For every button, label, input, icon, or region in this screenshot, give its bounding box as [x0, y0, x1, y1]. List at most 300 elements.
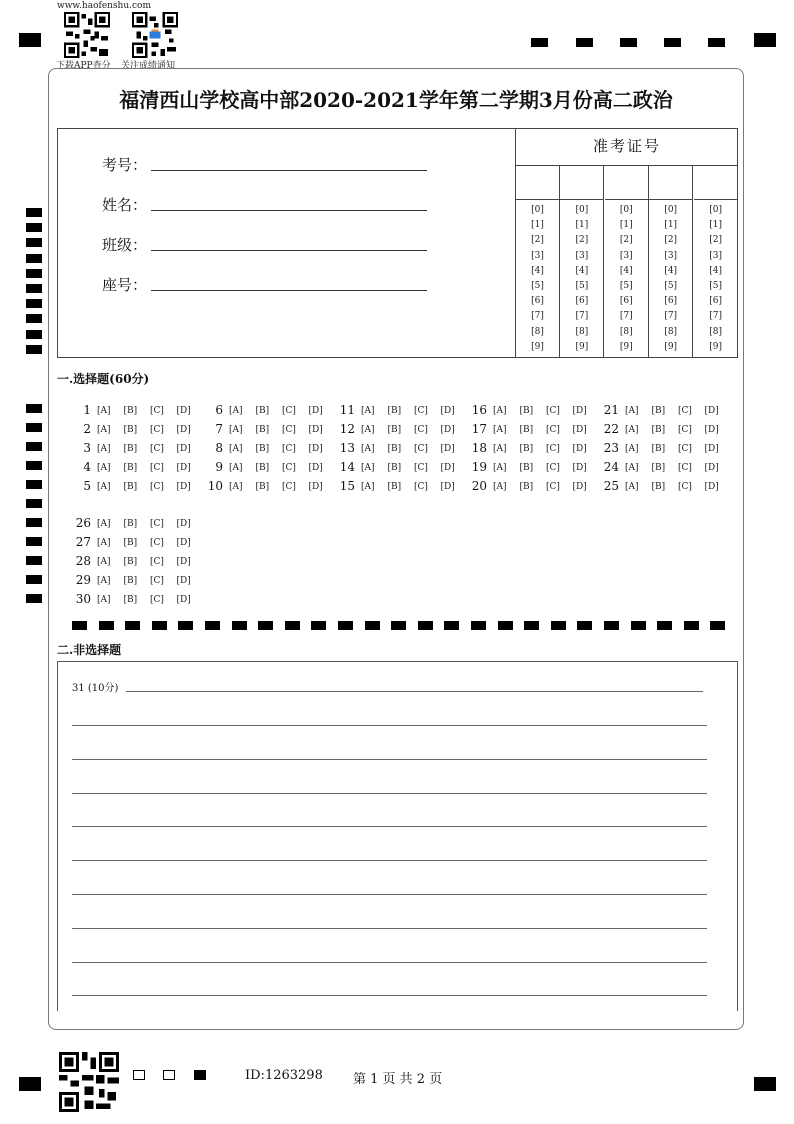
answer-bubble[interactable]: [A] [493, 425, 507, 435]
answer-bubble[interactable]: [D] [176, 595, 191, 605]
question-number: 3 [83, 441, 91, 455]
admission-digit-bubble[interactable]: [6] [709, 296, 722, 307]
timing-mark-left [26, 269, 42, 278]
answer-line[interactable] [72, 793, 707, 794]
answer-bubble[interactable]: [A] [229, 406, 243, 416]
choice-question [75, 516, 203, 530]
answer-bubble[interactable]: [D] [308, 463, 323, 473]
question-number: 11 [339, 403, 355, 417]
admission-digit-write-cell[interactable] [516, 165, 559, 200]
answer-bubble[interactable]: [C] [150, 538, 164, 548]
admission-number-title: 准考证号 [516, 128, 738, 166]
answer-bubble[interactable]: [A] [97, 576, 111, 586]
answer-bubble[interactable]: [B] [123, 425, 138, 435]
timing-mark-left [26, 556, 42, 565]
question-number: 8 [215, 441, 223, 455]
answer-bubble[interactable]: [B] [123, 576, 138, 586]
admission-digit-bubble[interactable]: [8] [575, 326, 589, 337]
answer-bubble[interactable]: [C] [678, 444, 692, 454]
answer-bubble[interactable]: [D] [572, 425, 587, 435]
write-line [151, 210, 427, 211]
section-free-response-title: 二.非选择题 [57, 643, 122, 657]
separator-mark [684, 621, 699, 630]
answer-bubble[interactable]: [B] [387, 444, 402, 454]
answer-bubble[interactable]: [C] [678, 463, 692, 473]
admission-digit-column [694, 165, 738, 358]
answer-line[interactable] [72, 725, 707, 726]
admission-digit-write-cell[interactable] [649, 165, 692, 200]
choice-question [215, 403, 335, 417]
admission-digit-bubble[interactable]: [1] [619, 220, 633, 231]
timing-mark-left [26, 442, 42, 451]
answer-bubble[interactable]: [D] [704, 406, 719, 416]
timing-mark-left [26, 345, 42, 354]
choice-question [339, 479, 467, 493]
answer-bubble[interactable]: [B] [123, 406, 138, 416]
answer-bubble[interactable]: [D] [704, 425, 719, 435]
answer-bubble[interactable]: [C] [546, 406, 560, 416]
answer-bubble[interactable]: [C] [150, 425, 164, 435]
timing-mark-left [26, 480, 42, 489]
admission-digit-bubble[interactable]: [7] [575, 311, 589, 322]
timing-mark-top [531, 38, 548, 47]
separator-mark [125, 621, 140, 630]
app-qr-code[interactable] [64, 12, 110, 58]
answer-bubble[interactable]: [B] [519, 463, 534, 473]
free-response-box [57, 661, 738, 1011]
answer-bubble[interactable]: [C] [414, 444, 428, 454]
corner-mark-top-left [19, 33, 41, 47]
checkbox-marker [163, 1070, 175, 1080]
admission-digit-bubble[interactable]: [5] [709, 281, 722, 291]
answer-bubble[interactable]: [A] [97, 444, 111, 454]
answer-bubble[interactable]: [C] [678, 482, 692, 492]
admission-digit-bubble[interactable]: [5] [619, 281, 633, 291]
answer-bubble[interactable]: [C] [150, 595, 164, 605]
answer-bubble[interactable]: [B] [651, 463, 666, 473]
admission-digit-bubble[interactable]: [5] [664, 281, 678, 291]
separator-mark [418, 621, 433, 630]
answer-bubble[interactable]: [D] [176, 406, 191, 416]
answer-bubble[interactable]: [B] [123, 557, 138, 567]
answer-bubble[interactable]: [D] [440, 425, 455, 435]
answer-bubble[interactable]: [B] [651, 425, 666, 435]
question-number: 26 [75, 516, 91, 530]
exam-number-field[interactable] [102, 154, 147, 175]
question-number: 23 [603, 441, 619, 455]
answer-bubble[interactable]: [A] [493, 463, 507, 473]
choice-question [339, 441, 467, 455]
answer-bubble[interactable]: [D] [308, 425, 323, 435]
answer-bubble[interactable]: [A] [97, 519, 111, 529]
admission-digit-bubble[interactable]: [5] [575, 281, 589, 291]
answer-bubble[interactable]: [B] [123, 538, 138, 548]
answer-bubble[interactable]: [B] [123, 519, 138, 529]
answer-bubble[interactable]: [C] [150, 557, 164, 567]
answer-bubble[interactable]: [A] [625, 482, 639, 492]
separator-mark [338, 621, 353, 630]
answer-bubble[interactable]: [D] [572, 482, 587, 492]
admission-digit-bubble[interactable]: [8] [619, 326, 633, 337]
admission-digit-write-cell[interactable] [694, 165, 738, 200]
separator-mark [152, 621, 167, 630]
answer-bubble[interactable]: [A] [229, 482, 243, 492]
timing-mark-left [26, 575, 42, 584]
answer-bubble[interactable]: [A] [625, 444, 639, 454]
admission-digit-bubble[interactable]: [9] [619, 341, 633, 352]
answer-bubble[interactable]: [B] [651, 482, 666, 492]
admission-digit-bubble[interactable]: [5] [531, 281, 544, 291]
answer-line[interactable] [72, 894, 707, 895]
admission-digit-bubble[interactable]: [9] [531, 341, 544, 352]
answer-bubble[interactable]: [B] [255, 444, 270, 454]
separator-mark [710, 621, 725, 630]
answer-bubble[interactable]: [C] [414, 463, 428, 473]
answer-bubble[interactable]: [C] [282, 425, 296, 435]
answer-line[interactable] [72, 860, 707, 861]
timing-mark-left [26, 299, 42, 308]
admission-digit-bubble[interactable]: [9] [575, 341, 589, 352]
question-number: 4 [83, 460, 91, 474]
question-number: 22 [603, 422, 619, 436]
separator-mark [178, 621, 193, 630]
answer-bubble[interactable]: [C] [282, 482, 296, 492]
answer-bubble[interactable]: [A] [361, 444, 375, 454]
choice-question [471, 479, 599, 493]
choice-question [603, 441, 731, 455]
admission-digit-bubble[interactable]: [3] [709, 250, 722, 261]
admission-digit-bubble[interactable]: [6] [664, 296, 678, 307]
question-number: 16 [471, 403, 487, 417]
answer-bubble[interactable]: [D] [176, 519, 191, 529]
answer-line[interactable] [72, 826, 707, 827]
separator-mark [471, 621, 486, 630]
timing-mark-left [26, 461, 42, 470]
answer-bubble[interactable]: [B] [123, 444, 138, 454]
answer-bubble[interactable]: [B] [123, 482, 138, 492]
answer-bubble[interactable]: [C] [150, 576, 164, 586]
field-label: 考号： [102, 156, 148, 174]
answer-bubble[interactable]: [D] [176, 576, 191, 586]
admission-digit-bubble[interactable]: [7] [709, 311, 722, 322]
admission-digit-bubble[interactable]: [4] [575, 265, 589, 276]
timing-mark-left [26, 254, 42, 263]
answer-line[interactable] [72, 995, 707, 996]
choice-question [471, 460, 599, 474]
question-number: 13 [339, 441, 355, 455]
answer-bubble[interactable]: [C] [546, 425, 560, 435]
answer-bubble[interactable]: [D] [308, 406, 323, 416]
answer-bubble[interactable]: [D] [308, 444, 323, 454]
answer-bubble[interactable]: [C] [414, 406, 428, 416]
separator-mark [444, 621, 459, 630]
admission-digit-bubble[interactable]: [2] [619, 235, 633, 246]
timing-mark-left [26, 499, 42, 508]
choice-question [207, 479, 335, 493]
answer-bubble[interactable]: [A] [493, 444, 507, 454]
answer-bubble[interactable]: [C] [546, 482, 560, 492]
answer-bubble[interactable]: [A] [361, 463, 375, 473]
answer-bubble[interactable]: [B] [519, 444, 534, 454]
site-url: www.haofenshu.com [57, 1, 152, 11]
admission-digit-bubble[interactable]: [6] [575, 296, 589, 307]
separator-mark [577, 621, 592, 630]
answer-bubble[interactable]: [D] [572, 463, 587, 473]
choice-question [75, 592, 203, 606]
question-number: 30 [75, 592, 91, 606]
answer-bubble[interactable]: [A] [97, 595, 111, 605]
question-number: 18 [471, 441, 487, 455]
answer-bubble[interactable]: [B] [255, 425, 270, 435]
answer-bubble[interactable]: [A] [229, 463, 243, 473]
separator-mark [524, 621, 539, 630]
admission-digit-bubble[interactable]: [0] [575, 205, 589, 215]
answer-bubble[interactable]: [A] [493, 406, 507, 416]
question-number: 21 [603, 403, 619, 417]
answer-bubble[interactable]: [D] [176, 557, 191, 567]
name-field[interactable] [102, 194, 147, 215]
answer-bubble[interactable]: [A] [97, 538, 111, 548]
answer-bubble[interactable]: [A] [97, 406, 111, 416]
question-number: 12 [339, 422, 355, 436]
class-field[interactable] [102, 234, 147, 255]
question-number: 10 [207, 479, 223, 493]
timing-mark-left [26, 284, 42, 293]
choice-question [75, 573, 203, 587]
admission-digit-bubble[interactable]: [3] [531, 250, 544, 261]
question-number: 2 [83, 422, 91, 436]
answer-bubble[interactable]: [C] [282, 406, 296, 416]
answer-bubble[interactable]: [D] [440, 482, 455, 492]
answer-bubble[interactable]: [D] [440, 463, 455, 473]
answer-line[interactable] [72, 928, 707, 929]
choice-question [215, 460, 335, 474]
answer-bubble[interactable]: [B] [123, 463, 138, 473]
answer-bubble[interactable]: [D] [704, 482, 719, 492]
answer-bubble[interactable]: [B] [519, 425, 534, 435]
admission-digit-column [649, 165, 693, 358]
question-number: 15 [339, 479, 355, 493]
answer-bubble[interactable]: [D] [176, 444, 191, 454]
answer-bubble[interactable]: [D] [440, 444, 455, 454]
answer-bubble[interactable]: [B] [255, 463, 270, 473]
answer-bubble[interactable]: [D] [308, 482, 323, 492]
qr-code-icon [64, 12, 110, 58]
answer-bubble[interactable]: [B] [255, 406, 270, 416]
question-number: 24 [603, 460, 619, 474]
question-number: 29 [75, 573, 91, 587]
admission-digit-bubble[interactable]: [2] [664, 235, 678, 246]
timing-mark-left [26, 314, 42, 323]
answer-line[interactable] [72, 962, 707, 963]
answer-bubble[interactable]: [A] [493, 482, 507, 492]
admission-digit-bubble[interactable]: [0] [664, 205, 678, 215]
question-number: 1 [83, 403, 91, 417]
answer-line[interactable] [72, 759, 707, 760]
admission-digit-bubble[interactable]: [9] [664, 341, 678, 352]
answer-bubble[interactable]: [B] [519, 482, 534, 492]
admission-digit-bubble[interactable]: [1] [531, 220, 544, 231]
separator-mark [657, 621, 672, 630]
answer-bubble[interactable]: [A] [361, 406, 375, 416]
admission-digit-column [516, 165, 560, 358]
answer-bubble[interactable]: [D] [176, 425, 191, 435]
admission-digit-bubble[interactable]: [6] [619, 296, 633, 307]
field-label: 班级： [102, 236, 148, 254]
choice-question [603, 479, 731, 493]
answer-bubble[interactable]: [B] [387, 425, 402, 435]
answer-bubble[interactable]: [B] [387, 463, 402, 473]
corner-mark-bottom-left [19, 1077, 41, 1091]
question-31-label: 31 (10分) [72, 683, 119, 694]
qr-caption-left: 下载APP查分 [56, 61, 111, 71]
admission-digit-bubble[interactable]: [3] [619, 250, 633, 261]
admission-digit-bubble[interactable]: [2] [575, 235, 589, 246]
answer-bubble[interactable]: [D] [704, 444, 719, 454]
notice-qr-code[interactable] [132, 12, 178, 58]
choice-question [603, 460, 731, 474]
admission-digit-bubble[interactable]: [2] [709, 235, 722, 246]
write-line [151, 170, 427, 171]
separator-mark [631, 621, 646, 630]
choice-question [83, 460, 203, 474]
answer-bubble[interactable]: [C] [150, 406, 164, 416]
separator-mark [285, 621, 300, 630]
answer-bubble[interactable]: [D] [440, 406, 455, 416]
answer-bubble[interactable]: [D] [572, 444, 587, 454]
answer-bubble[interactable]: [A] [97, 557, 111, 567]
question-number: 27 [75, 535, 91, 549]
answer-bubble[interactable]: [C] [546, 444, 560, 454]
answer-bubble[interactable]: [C] [546, 463, 560, 473]
separator-mark [258, 621, 273, 630]
admission-digit-bubble[interactable]: [4] [664, 265, 678, 276]
admission-digit-bubble[interactable]: [8] [664, 326, 678, 337]
answer-bubble[interactable]: [B] [387, 482, 402, 492]
answer-bubble[interactable]: [A] [625, 463, 639, 473]
answer-bubble[interactable]: [D] [176, 538, 191, 548]
answer-bubble[interactable]: [B] [123, 595, 138, 605]
admission-digit-write-cell[interactable] [560, 165, 603, 200]
choice-question [75, 535, 203, 549]
answer-bubble[interactable]: [A] [361, 482, 375, 492]
answer-bubble[interactable]: [A] [97, 463, 111, 473]
question-number: 19 [471, 460, 487, 474]
answer-bubble[interactable]: [C] [678, 425, 692, 435]
answer-bubble[interactable]: [C] [282, 444, 296, 454]
answer-bubble[interactable]: [D] [704, 463, 719, 473]
answer-bubble[interactable]: [B] [255, 482, 270, 492]
answer-bubble[interactable]: [A] [97, 482, 111, 492]
timing-mark-left [26, 238, 42, 247]
sheet-qr-code [59, 1052, 119, 1112]
choice-question [75, 554, 203, 568]
admission-digit-bubble[interactable]: [1] [664, 220, 678, 231]
sheet-id: ID:1263298 [245, 1068, 323, 1083]
answer-bubble[interactable]: [D] [176, 463, 191, 473]
choice-question [603, 403, 731, 417]
choice-question [215, 422, 335, 436]
admission-digit-bubble[interactable]: [7] [664, 311, 678, 322]
admission-digit-bubble[interactable]: [6] [531, 296, 544, 307]
admission-digit-bubble[interactable]: [8] [709, 326, 722, 337]
question-number: 14 [339, 460, 355, 474]
admission-digit-bubble[interactable]: [3] [575, 250, 589, 261]
answer-bubble[interactable]: [A] [625, 406, 639, 416]
write-line [151, 250, 427, 251]
answer-bubble[interactable]: [A] [625, 425, 639, 435]
admission-digit-bubble[interactable]: [4] [531, 265, 544, 276]
answer-bubble[interactable]: [D] [176, 482, 191, 492]
choice-question [83, 479, 203, 493]
admission-digit-bubble[interactable]: [7] [531, 311, 544, 322]
write-line [151, 290, 427, 291]
admission-digit-bubble[interactable]: [2] [531, 235, 544, 246]
answer-bubble[interactable]: [D] [572, 406, 587, 416]
answer-bubble[interactable]: [A] [229, 444, 243, 454]
choice-question [339, 403, 467, 417]
answer-bubble[interactable]: [C] [414, 482, 428, 492]
answer-bubble[interactable]: [C] [150, 444, 164, 454]
admission-digit-bubble[interactable]: [0] [709, 205, 722, 215]
admission-digit-bubble[interactable]: [4] [619, 265, 633, 276]
admission-digit-bubble[interactable]: [1] [575, 220, 589, 231]
admission-digit-column [560, 165, 604, 358]
separator-mark [205, 621, 220, 630]
page-indicator: 第 1 页 共 2 页 [353, 1072, 443, 1087]
corner-mark-top-right [754, 33, 776, 47]
admission-digit-bubble[interactable]: [4] [709, 265, 722, 276]
admission-digit-bubble[interactable]: [0] [619, 205, 633, 215]
answer-bubble[interactable]: [A] [97, 425, 111, 435]
question-number: 25 [603, 479, 619, 493]
admission-digit-write-cell[interactable] [605, 165, 648, 200]
answer-bubble[interactable]: [A] [229, 425, 243, 435]
qr-code-icon [59, 1052, 119, 1112]
admission-digit-bubble[interactable]: [8] [531, 326, 544, 337]
answer-line[interactable] [126, 691, 703, 692]
answer-bubble[interactable]: [C] [150, 519, 164, 529]
admission-digit-bubble[interactable]: [3] [664, 250, 678, 261]
filled-marker [194, 1070, 206, 1080]
answer-bubble[interactable]: [C] [678, 406, 692, 416]
timing-mark-left [26, 518, 42, 527]
qr-code-icon [132, 12, 178, 58]
answer-bubble[interactable]: [C] [282, 463, 296, 473]
question-number: 28 [75, 554, 91, 568]
checkbox-marker [133, 1070, 145, 1080]
answer-bubble[interactable]: [B] [651, 444, 666, 454]
admission-digit-bubble[interactable]: [1] [709, 220, 722, 231]
question-number: 20 [471, 479, 487, 493]
separator-mark [498, 621, 513, 630]
answer-bubble[interactable]: [C] [150, 463, 164, 473]
timing-mark-left [26, 404, 42, 413]
answer-bubble[interactable]: [C] [414, 425, 428, 435]
timing-mark-left [26, 223, 42, 232]
timing-mark-left [26, 537, 42, 546]
admission-digit-bubble[interactable]: [7] [619, 311, 633, 322]
admission-digit-bubble[interactable]: [9] [709, 341, 722, 352]
admission-digit-bubble[interactable]: [0] [531, 205, 544, 215]
choice-question [603, 422, 731, 436]
answer-bubble[interactable]: [B] [651, 406, 666, 416]
answer-bubble[interactable]: [C] [150, 482, 164, 492]
seat-number-field[interactable] [102, 274, 147, 295]
answer-bubble[interactable]: [B] [387, 406, 402, 416]
answer-bubble[interactable]: [A] [361, 425, 375, 435]
answer-bubble[interactable]: [B] [519, 406, 534, 416]
